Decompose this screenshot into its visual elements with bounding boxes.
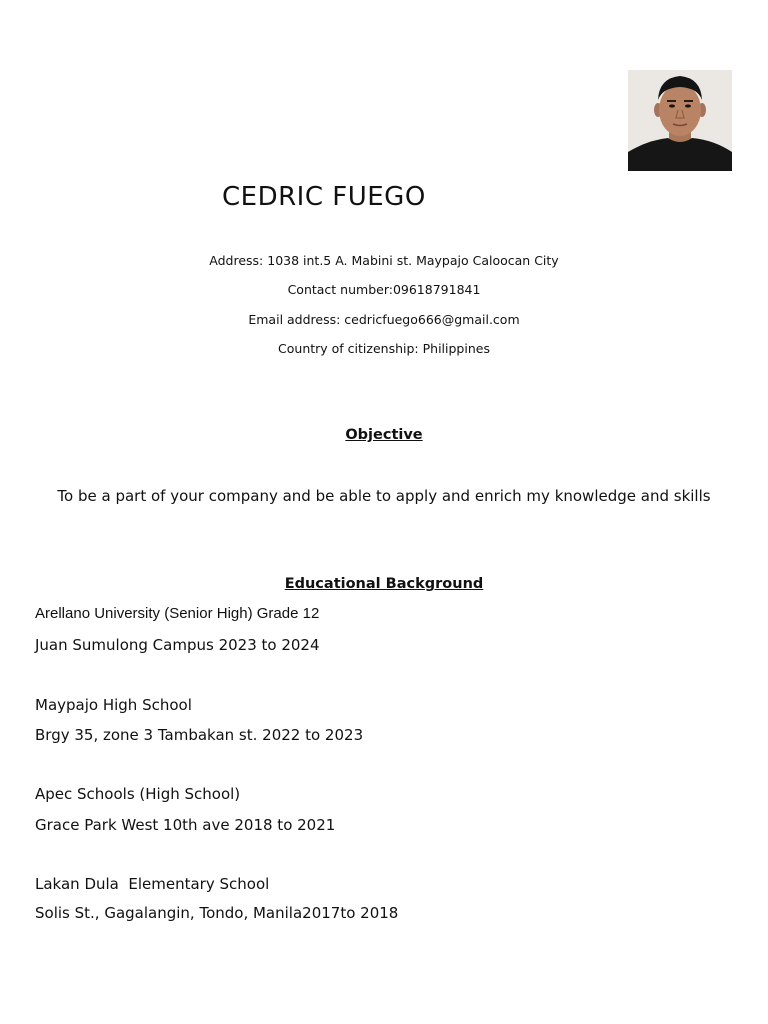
education-school: Arellano University (Senior High) Grade 12 [35,605,320,622]
email-line: Email address: cedricfuego666@gmail.com [248,312,520,327]
education-school: Apec Schools (High School) [35,785,241,803]
objective-heading: Objective [345,427,423,443]
education-detail: Grace Park West 10th ave 2018 to 2021 [35,816,336,834]
citizenship-line: Country of citizenship: Philippines [278,341,490,356]
profile-photo [628,70,732,171]
education-school: Maypajo High School [35,696,192,714]
education-detail: Solis St., Gagalangin, Tondo, Manila2017to 2018 [35,904,399,922]
education-detail: Brgy 35, zone 3 Tambakan st. 2022 to 2023 [35,726,364,744]
education-school: Lakan Dula Elementary School [35,875,270,893]
contact-number-line: Contact number:09618791841 [287,282,481,297]
education-detail: Juan Sumulong Campus 2023 to 2024 [35,636,320,654]
applicant-name: CEDRIC FUEGO [222,182,426,212]
education-heading: Educational Background [284,576,484,592]
objective-text: To be a part of your company and be able to apply and enrich my knowledge and skills [57,487,711,505]
address-line: Address: 1038 int.5 A. Mabini st. Maypajo Caloocan City [209,253,559,268]
